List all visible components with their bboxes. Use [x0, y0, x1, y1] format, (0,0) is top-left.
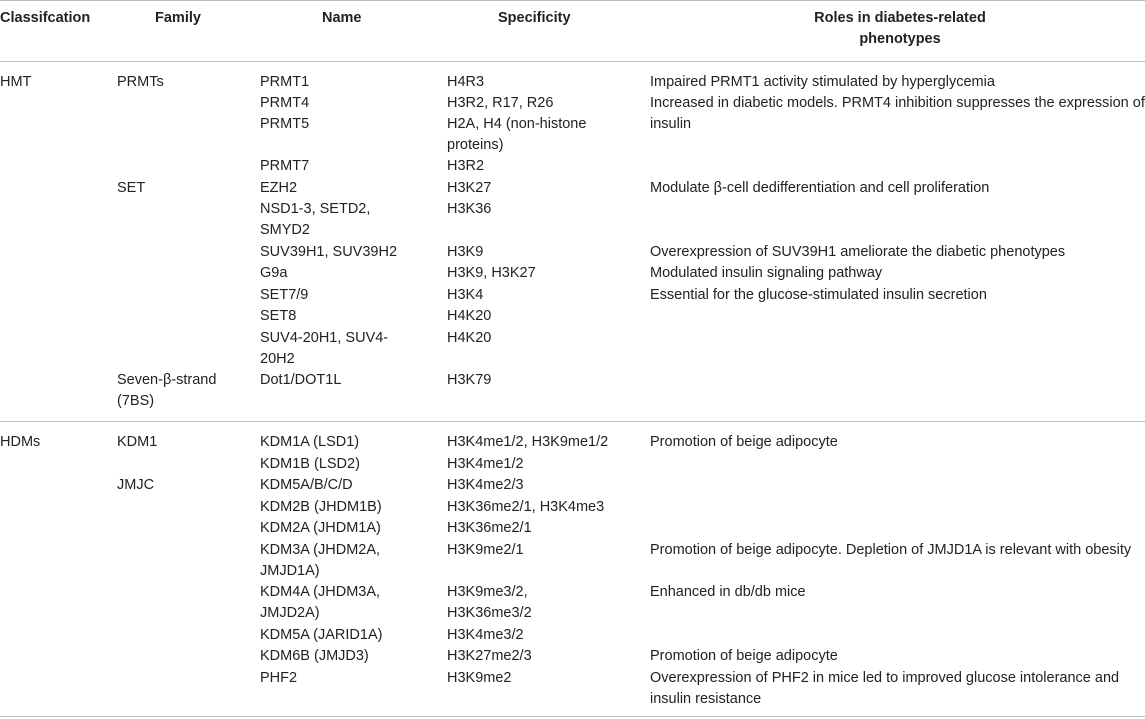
cell-name: KDM5A (JARID1A): [260, 627, 383, 643]
cell-classification: HDMs: [0, 434, 41, 450]
cell-family: SET: [117, 180, 146, 196]
header-classification: Classifcation: [0, 10, 91, 26]
cell-specificity: H3K4me1/2, H3K9me1/2: [447, 434, 609, 450]
cell-specificity: H3K4: [447, 287, 484, 303]
cell-specificity: H3K4me1/2: [447, 456, 524, 472]
cell-specificity: H3K4me2/3: [447, 477, 524, 493]
cell-specificity: H3K9me2: [447, 670, 512, 686]
cell-name: PHF2: [260, 670, 298, 686]
cell-specificity: H3K27me2/3: [447, 648, 532, 664]
cell-roles: Enhanced in db/db mice: [650, 584, 806, 600]
cell-roles: Overexpression of SUV39H1 ameliorate the diabetic phenotypes: [650, 244, 1066, 260]
cell-name: PRMT4: [260, 95, 310, 111]
cell-name: KDM1A (LSD1): [260, 434, 360, 450]
cell-specificity: H3K36: [447, 201, 492, 217]
cell-name: PRMT7: [260, 158, 310, 174]
cell-name: KDM2A (JHDM1A): [260, 520, 381, 536]
top-rule: [0, 0, 1145, 1]
cell-roles: Modulate β-cell dedifferentiation and cell proliferation: [650, 180, 990, 196]
header-name: Name: [322, 10, 362, 26]
cell-name: EZH2: [260, 180, 298, 196]
cell-roles: Promotion of beige adipocyte: [650, 648, 838, 664]
cell-roles: Overexpression of PHF2 in mice led to improved glucose intolerance and insulin resistance: [650, 670, 1120, 708]
cell-name: G9a: [260, 265, 288, 281]
cell-specificity: H4K20: [447, 308, 492, 324]
cell-specificity: H3K9me3/2, H3K36me3/2: [447, 584, 532, 622]
cell-name: KDM3A (JHDM2A, JMJD1A): [260, 542, 381, 580]
header-roles: [780, 8, 1020, 50]
cell-name: PRMT5: [260, 116, 310, 132]
cell-name: KDM6B (JMJD3): [260, 648, 369, 664]
cell-specificity: H3K4me3/2: [447, 627, 524, 643]
cell-roles: Increased in diabetic models. PRMT4 inhibition suppresses the expression of insulin: [650, 95, 1145, 133]
header-specificity: Specificity: [498, 10, 571, 26]
cell-family: PRMTs: [117, 74, 164, 90]
cell-roles: Modulated insulin signaling pathway: [650, 265, 883, 281]
cell-name: KDM2B (JHDM1B): [260, 499, 382, 515]
cell-family: KDM1: [117, 434, 158, 450]
cell-name: KDM1B (LSD2): [260, 456, 360, 472]
cell-roles: Promotion of beige adipocyte. Depletion of JMJD1A is relevant with obesity: [650, 542, 1132, 558]
cell-specificity: H3K36me2/1: [447, 520, 532, 536]
cell-specificity: H3K9, H3K27: [447, 265, 536, 281]
cell-name: KDM5A/B/C/D: [260, 477, 353, 493]
cell-name: NSD1-3, SETD2, SMYD2: [260, 201, 371, 239]
cell-roles: Promotion of beige adipocyte: [650, 434, 838, 450]
header-rule: [0, 61, 1145, 62]
cell-specificity: H3K36me2/1, H3K4me3: [447, 499, 605, 515]
cell-family: JMJC: [117, 477, 155, 493]
cell-name: SET8: [260, 308, 297, 324]
cell-name: KDM4A (JHDM3A, JMJD2A): [260, 584, 381, 622]
cell-specificity: H3K27: [447, 180, 492, 196]
cell-specificity: H3R2: [447, 158, 485, 174]
cell-name: SET7/9: [260, 287, 309, 303]
cell-specificity: H4R3: [447, 74, 485, 90]
cell-name: Dot1/DOT1L: [260, 372, 342, 388]
cell-specificity: H3K9: [447, 244, 484, 260]
cell-name: PRMT1: [260, 74, 310, 90]
header-roles-line1: Roles in diabetes-related: [814, 10, 986, 26]
cell-specificity: H4K20: [447, 330, 492, 346]
cell-specificity: H2A, H4 (non-histone proteins): [447, 116, 587, 154]
group-rule: [0, 421, 1145, 422]
cell-specificity: H3K79: [447, 372, 492, 388]
cell-classification: HMT: [0, 74, 32, 90]
cell-family: Seven-β-strand (7BS): [117, 372, 217, 410]
cell-roles: Essential for the glucose-stimulated insulin secretion: [650, 287, 987, 303]
cell-roles: Impaired PRMT1 activity stimulated by hyperglycemia: [650, 74, 995, 90]
bottom-rule: [0, 716, 1145, 717]
cell-name: SUV4-20H1, SUV4-20H2: [260, 330, 389, 368]
header-roles-line2: phenotypes: [859, 31, 941, 47]
header-family: Family: [155, 10, 201, 26]
cell-specificity: H3R2, R17, R26: [447, 95, 554, 111]
cell-specificity: H3K9me2/1: [447, 542, 524, 558]
cell-name: SUV39H1, SUV39H2: [260, 244, 398, 260]
